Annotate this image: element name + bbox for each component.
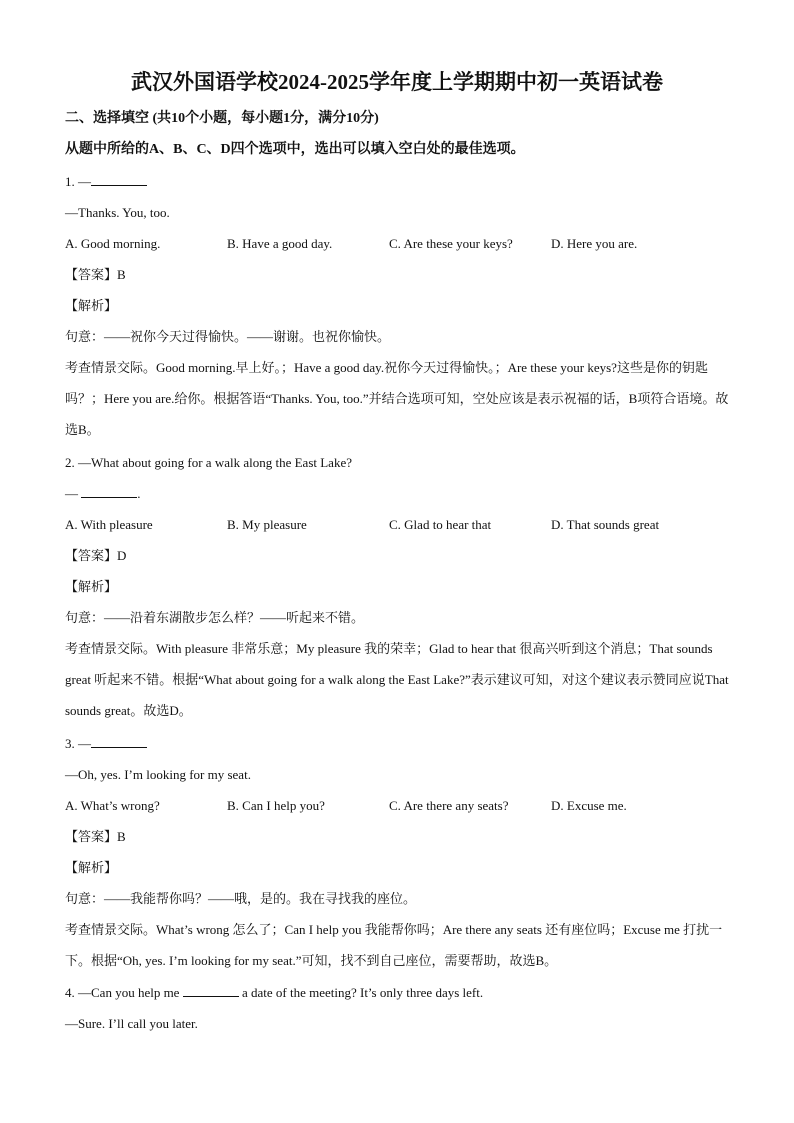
q3-option-b: B. Can I help you? <box>227 798 325 813</box>
analysis-label: 【解析】 <box>65 861 118 876</box>
answer-label: 【答案】 <box>65 549 118 564</box>
page-title: 武汉外国语学校2024-2025学年度上学期期中初一英语试卷 <box>131 70 663 94</box>
q2-option-c: C. Glad to hear that <box>389 517 492 532</box>
answer-blank <box>91 174 147 186</box>
q1-explanation: 考查情景交际。Good morning.早上好。；Have a good day.祝你今天过得愉快。；Are these your keys?这些是你的钥匙吗？；Here you are.给你。根据答语“Thanks. You, too.”并结合选项可知，空处应该是表示祝福的话，B项符合语境。故选B。 <box>65 360 729 437</box>
answer-label: 【答案】 <box>65 830 118 845</box>
question-4-part2: a date of the meeting? It’s only three days left. <box>241 985 484 1000</box>
question-4 <box>65 985 483 1001</box>
q1-meaning: 句意：——祝你今天过得愉快。——谢谢。也祝你愉快。 <box>65 329 391 344</box>
q3-explanation: 考查情景交际。What’s wrong 怎么了；Can I help you 我能帮你吗；Are there any seats 还有座位吗；Excuse me 打扰一下。根据“Oh, yes. I’m looking for my seat.”可知，找不到自己座位，需要帮助，故选B。 <box>65 922 723 968</box>
q3-option-a: A. What’s wrong? <box>65 798 160 813</box>
q2-meaning: 句意：——沿着东湖散步怎么样？——听起来不错。 <box>65 610 365 625</box>
q3-meaning: 句意：——我能帮你吗？——哦，是的。我在寻找我的座位。 <box>65 891 417 906</box>
question-3-reply: —Oh, yes. I’m looking for my seat. <box>65 767 251 782</box>
q1-option-b: B. Have a good day. <box>227 236 333 251</box>
q2-option-a: A. With pleasure <box>65 517 153 532</box>
q3-answer-value: B <box>117 829 126 844</box>
question-2-reply: — . <box>65 486 141 501</box>
q2-explanation: 考查情景交际。With pleasure 非常乐意；My pleasure 我的荣幸；Glad to hear that 很高兴听到这个消息；That sounds great 听起来不错。根据“What about going for a walk along the East Lake?”表示建议可知，对这个建议表示赞同应说That sounds great。故选D。 <box>65 641 729 718</box>
question-3 <box>65 736 147 752</box>
q2-answer-value: D <box>117 548 127 563</box>
question-1 <box>65 174 147 190</box>
question-2: 2. —What about going for a walk along the East Lake? <box>65 455 352 470</box>
q3-option-d: D. Excuse me. <box>551 798 627 813</box>
analysis-label: 【解析】 <box>65 299 118 314</box>
instruction: 从题中所给的A、B、C、D四个选项中，选出可以填入空白处的最佳选项。 <box>65 142 525 157</box>
question-3-prefix: 3. — <box>65 736 91 751</box>
q3-option-c: C. Are there any seats? <box>389 798 509 813</box>
q3-analysis-label <box>65 860 117 877</box>
answer-blank <box>81 486 137 498</box>
q1-option-a: A. Good morning. <box>65 236 161 251</box>
question-4-reply: —Sure. I’ll call you later. <box>65 1016 198 1031</box>
question-4-part1: 4. —Can you help me <box>65 985 180 1000</box>
q1-option-c: C. Are these your keys? <box>389 236 513 251</box>
q1-option-d: D. Here you are. <box>551 236 638 251</box>
answer-blank <box>183 985 239 997</box>
q1-analysis-label <box>65 298 117 315</box>
analysis-label: 【解析】 <box>65 580 118 595</box>
q2-answer <box>65 548 126 565</box>
q2-option-d: D. That sounds great <box>551 517 660 532</box>
answer-blank <box>91 736 147 748</box>
question-1-reply: —Thanks. You, too. <box>65 205 170 220</box>
q1-answer-value: B <box>117 267 126 282</box>
q3-answer <box>65 829 126 846</box>
question-2-reply-prefix: — <box>65 486 78 501</box>
question-1-prefix: 1. — <box>65 174 91 189</box>
q2-option-b: B. My pleasure <box>227 517 307 532</box>
answer-label: 【答案】 <box>65 268 118 283</box>
q2-analysis-label <box>65 579 117 596</box>
section-heading: 二、选择填空 (共10个小题，每小题1分，满分10分) <box>65 111 379 126</box>
q1-answer <box>65 267 126 284</box>
